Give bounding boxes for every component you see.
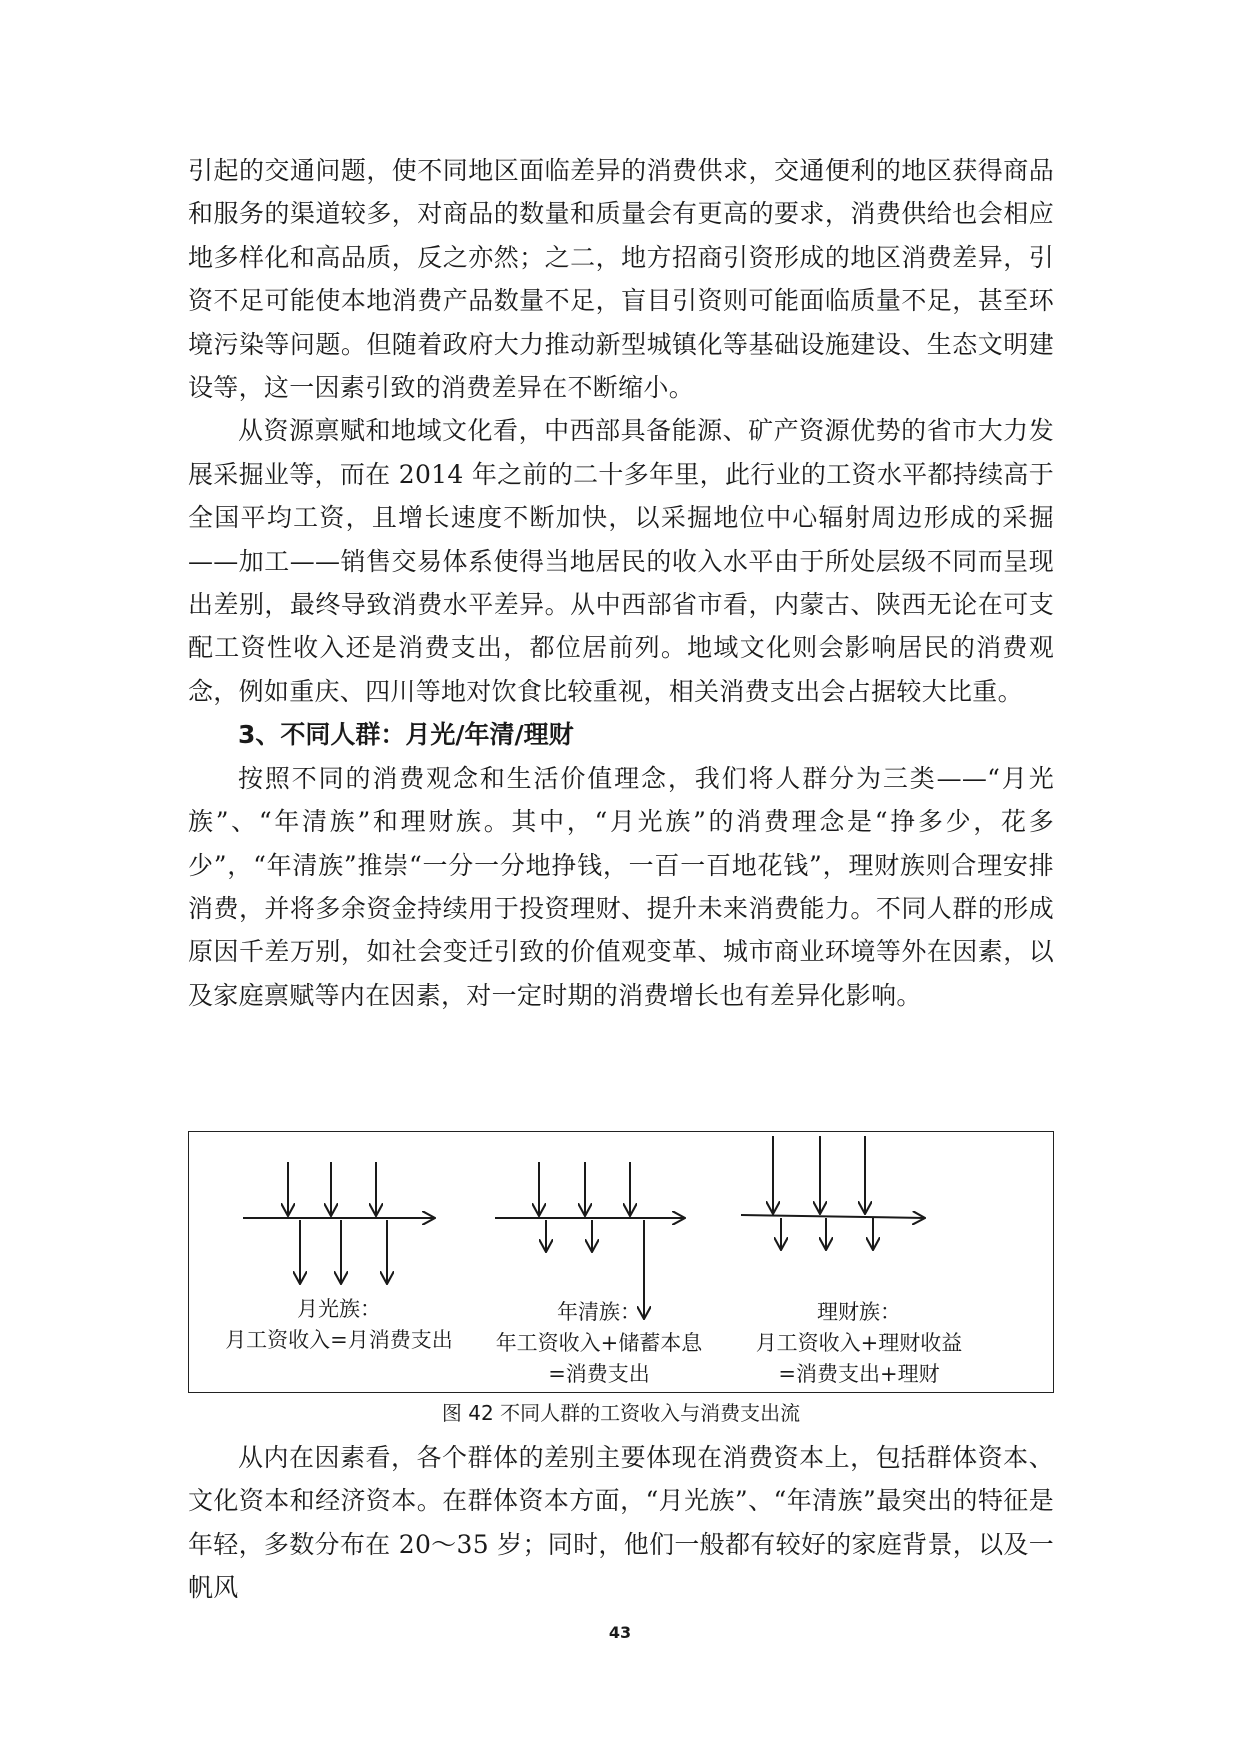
yearly-label xyxy=(469,1297,729,1390)
group-formula: 月工资收入+理财收益 xyxy=(755,1331,963,1355)
paragraph-groups: 按照不同的消费观念和生活价值理念，我们将人群分为三类——“月光族”、“年清族”和理财族。其中，“月光族”的消费理念是“挣多少，花多少”，“年清族”推崇“一分一分地挣钱，一百一百地花钱”，理财族则合理安排消费，并将多余资金持续用于投资理财、提升未来消费能力。不同人群的形成原因千差万别，如社会变迁引致的价值观变革、城市商业环境等外在因素，以及家庭禀赋等内在因素，对一定时期的消费增长也有差异化影响。 xyxy=(188,763,1054,1010)
wealth-flow xyxy=(741,1136,925,1250)
group-name: 理财族： xyxy=(817,1300,901,1324)
group-name: 年清族： xyxy=(557,1300,641,1324)
income-axis-arrow xyxy=(741,1215,925,1218)
moonlight-label xyxy=(209,1294,469,1356)
paragraph-resources: 从资源禀赋和地域文化看，中西部具备能源、矿产资源优势的省市大力发展采掘业等，而在 2014 年之前的二十多年里，此行业的工资水平都持续高于全国平均工资，且增长速度不断加快，以采掘地位中心辐射周边形成的采掘——加工——销售交易体系使得当地居民的收入水平由于所处层级不同而呈现出差别，最终导致消费水平差异。从中西部省市看，内蒙古、陕西无论在可支配工资性收入还是消费支出，都位居前列。地域文化则会影响居民的消费观念，例如重庆、四川等地对饮食比较重视，相关消费支出会占据较大比重。 xyxy=(188,416,1054,706)
section-heading: 3、不同人群：月光/年清/理财 xyxy=(238,720,574,750)
moonlight-flow xyxy=(243,1162,435,1284)
paragraph-transport: 引起的交通问题，使不同地区面临差异的消费供求，交通便利的地区获得商品和服务的渠道较多，对商品的数量和质量会有更高的要求，消费供给也会相应地多样化和高品质，反之亦然；之二，地方招商引资形成的地区消费差异，引资不足可能使本地消费产品数量不足，盲目引资则可能面临质量不足，甚至环境污染等问题。但随着政府大力推动新型城镇化等基础设施建设、生态文明建设等，这一因素引致的消费差异在不断缩小。 xyxy=(188,156,1054,403)
body-text-bottom xyxy=(188,1436,1054,1610)
group-formula: 年工资收入+储蓄本息 xyxy=(495,1331,703,1355)
figure-caption: 图 42 不同人群的工资收入与消费支出流 xyxy=(441,1401,801,1425)
wealth-label xyxy=(729,1297,989,1390)
group-formula: 月工资收入=月消费支出 xyxy=(225,1328,453,1352)
group-formula-2: =消费支出 xyxy=(548,1362,650,1386)
yearly-flow xyxy=(495,1162,685,1319)
paragraph-internal-factors: 从内在因素看，各个群体的差别主要体现在消费资本上，包括群体资本、文化资本和经济资本。在群体资本方面，“月光族”、“年清族”最突出的特征是年轻，多数分布在 20～35 岁；同时，他们一般都有较好的家庭背景，以及一帆风 xyxy=(188,1443,1054,1603)
group-name: 月光族： xyxy=(297,1297,381,1321)
figure-income-flow xyxy=(188,1131,1054,1393)
group-formula-2: =消费支出+理财 xyxy=(778,1362,940,1386)
page-number: 43 xyxy=(608,1623,632,1642)
body-text-top xyxy=(188,149,1054,1017)
